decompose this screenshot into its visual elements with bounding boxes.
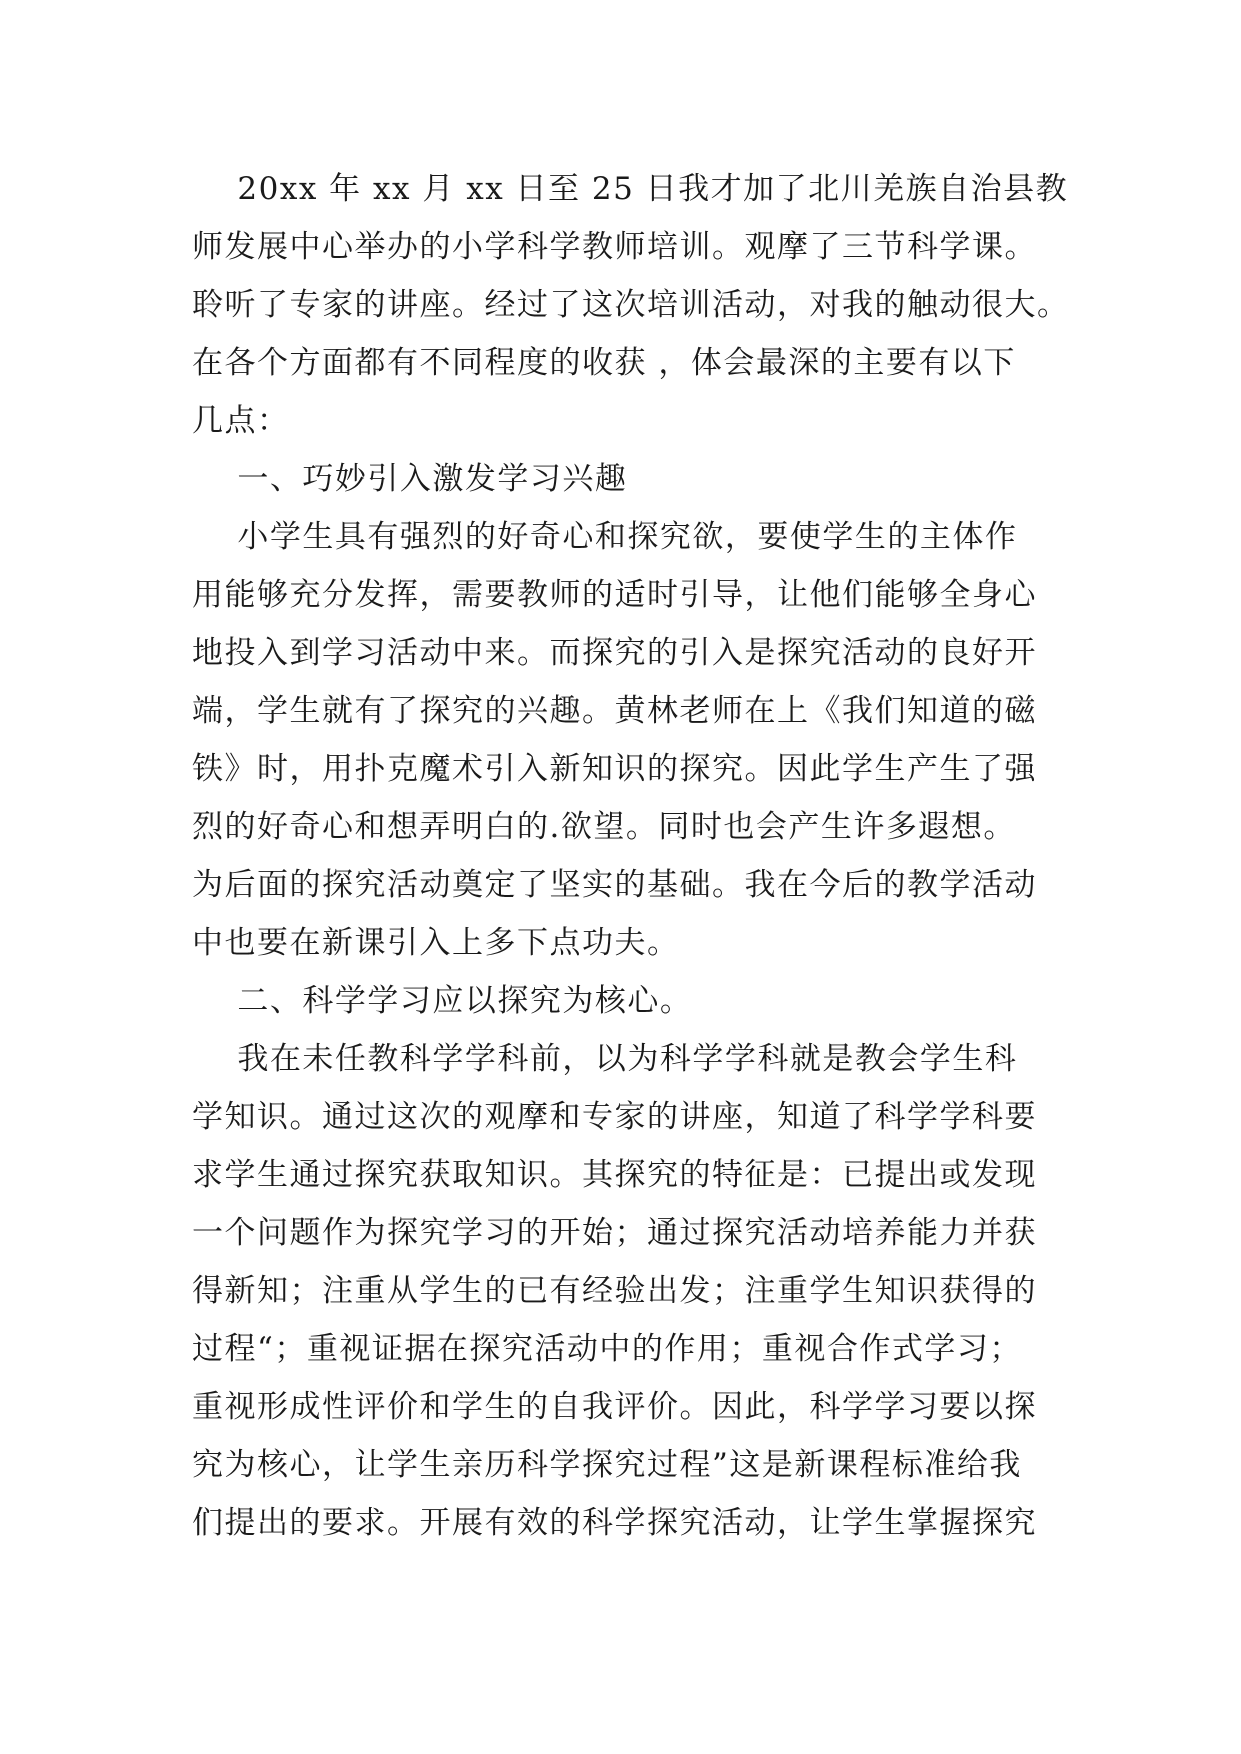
text-line: 重视形成性评价和学生的自我评价。因此，科学学习要以探 [192,1389,1037,1425]
text-line: 学知识。通过这次的观摩和专家的讲座，知道了科学学科要 [192,1099,1037,1135]
text-line: 用能够充分发挥，需要教师的适时引导，让他们能够全身心 [192,577,1037,613]
text-line: 端，学生就有了探究的兴趣。黄林老师在上《我们知道的磁 [192,693,1037,729]
document-body [192,160,1070,1552]
text-line: 20xx 年 xx 月 xx 日至 25 日我才加了北川羌族自治县教 [192,171,1069,207]
text-line: 们提出的要求。开展有效的科学探究活动，让学生掌握探究 [192,1505,1037,1541]
text-line: 究为核心，让学生亲历科学探究过程”这是新课程标准给我 [192,1447,1022,1483]
text-line: 几点： [192,403,290,439]
text-line: 求学生通过探究获取知识。其探究的特征是：已提出或发现 [192,1157,1037,1193]
text-line: 一个问题作为探究学习的开始；通过探究活动培养能力并获 [192,1215,1037,1251]
section-heading-1: 一、巧妙引入激发学习兴趣 [192,461,628,497]
text-line: 地投入到学习活动中来。而探究的引入是探究活动的良好开 [192,635,1037,671]
text-line: 师发展中心举办的小学科学教师培训。观摩了三节科学课。 [192,229,1037,265]
text-line: 中也要在新课引入上多下点功夫。 [192,925,680,961]
text-line: 铁》时，用扑克魔术引入新知识的探究。因此学生产生了强 [192,751,1037,787]
text-line: 聆听了专家的讲座。经过了这次培训活动，对我的触动很大。 [192,287,1070,323]
text-line: 得新知；注重从学生的已有经验出发；注重学生知识获得的 [192,1273,1037,1309]
text-line: 我在未任教科学学科前，以为科学学科就是教会学生科 [192,1041,1018,1077]
section-heading-2: 二、科学学习应以探究为核心。 [192,983,693,1019]
text-line: 过程“；重视证据在探究活动中的作用；重视合作式学习； [192,1331,1022,1367]
text-line: 烈的好奇心和想弄明白的.欲望。同时也会产生许多遐想。 [192,809,1016,845]
text-line: 在各个方面都有不同程度的收获 ，体会最深的主要有以下 [192,345,1016,381]
text-line: 为后面的探究活动奠定了坚实的基础。我在今后的教学活动 [192,867,1037,903]
text-line: 小学生具有强烈的好奇心和探究欲，要使学生的主体作 [192,519,1018,555]
